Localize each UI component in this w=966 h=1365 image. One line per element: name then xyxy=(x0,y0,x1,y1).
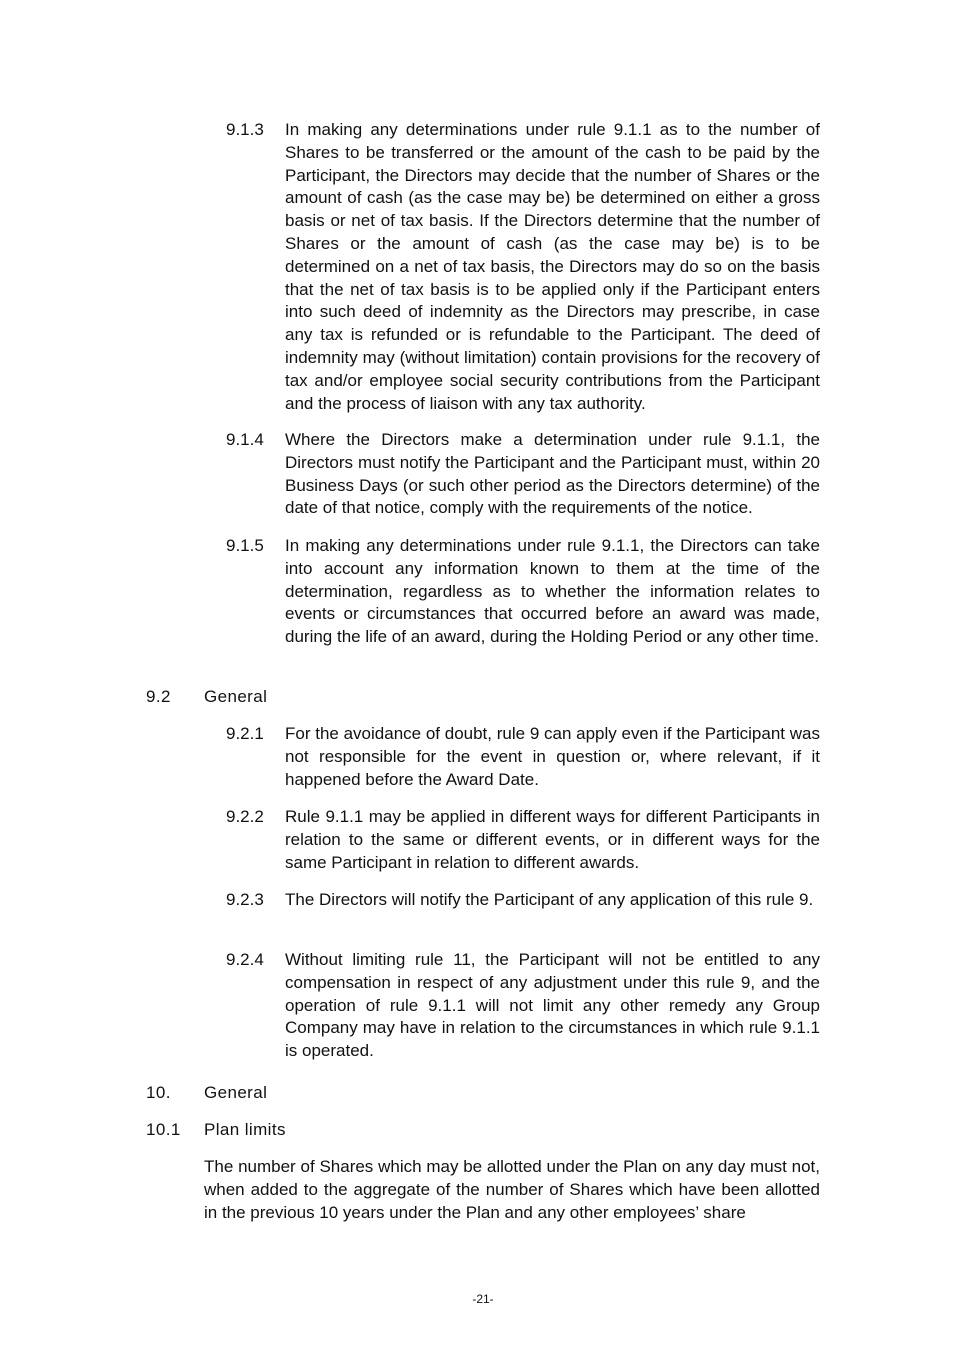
clause-text-9-2-4: Without limiting rule 11, the Participant will not be entitled to any compensation in respect of any adjustment under this rule 9, and the operation of rule 9.1.1 will not limit any other remedy any Group Company may have in relation to the circumstances in which rule 9.1.1 is operated. xyxy=(285,950,820,1061)
page-number: -21- xyxy=(472,1292,494,1306)
section-number-9-2: 9.2 xyxy=(146,687,171,706)
clause-text-9-2-3: The Directors will notify the Participant of any application of this rule 9. xyxy=(285,890,814,909)
clause-text-9-2-1: For the avoidance of doubt, rule 9 can apply even if the Participant was not responsible for the event in question or, where relevant, if it happened before the Award Date. xyxy=(285,724,820,789)
section-title-10-1: Plan limits xyxy=(204,1120,286,1139)
clause-number-9-2-4: 9.2.4 xyxy=(226,950,264,969)
clause-text-9-2-2: Rule 9.1.1 may be applied in different ways for different Participants in relation to the same or different events, or in different ways for the same Participant in relation to different awards. xyxy=(285,807,820,872)
section-number-10-1: 10.1 xyxy=(146,1120,181,1139)
section-number-10: 10. xyxy=(146,1083,171,1102)
clause-text-9-1-3: In making any determinations under rule 9.1.1 as to the number of Shares to be transferred or the amount of the cash to be paid by the Participant, the Directors may decide that the number of Shares or the amount of cash (as the case may be) be determined on either a gross basis or net of tax basis. If the Directors determine that the number of Shares or the amount of cash (as the case may be) is to be determined on a net of tax basis, the Directors may do so on the basis that the net of tax basis is to be applied only if the Participant enters into such deed of indemnity as the Directors may prescribe, in case any tax is refunded or is refundable to the Participant. The deed of indemnity may (without limitation) contain provisions for the recovery of tax and/or employee social security contributions from the Participant and the process of liaison with any tax authority. xyxy=(285,120,820,413)
paragraph-plan-limits: The number of Shares which may be allotted under the Plan on any day must not, when added to the aggregate of the number of Shares which have been allotted in the previous 10 years under the Plan and any other employees’ share xyxy=(204,1157,820,1222)
clause-number-9-2-2: 9.2.2 xyxy=(226,807,264,826)
clause-number-9-2-1: 9.2.1 xyxy=(226,724,264,743)
clause-number-9-1-5: 9.1.5 xyxy=(226,536,264,555)
clause-text-9-1-4: Where the Directors make a determination under rule 9.1.1, the Directors must notify the Participant and the Participant must, within 20 Business Days (or such other period as the Directors determine) of the date of that notice, comply with the requirements of the notice. xyxy=(285,430,820,518)
clause-text-9-1-5: In making any determinations under rule 9.1.1, the Directors can take into account any information known to them at the time of the determination, regardless as to whether the information relates to events or circumstances that occurred before an award was made, during the life of an award, during the Holding Period or any other time. xyxy=(285,536,820,647)
clause-number-9-2-3: 9.2.3 xyxy=(226,890,264,909)
clause-number-9-1-4: 9.1.4 xyxy=(226,430,264,449)
section-title-10: General xyxy=(204,1083,268,1102)
clause-number-9-1-3: 9.1.3 xyxy=(226,120,264,139)
section-title-9-2: General xyxy=(204,687,268,706)
